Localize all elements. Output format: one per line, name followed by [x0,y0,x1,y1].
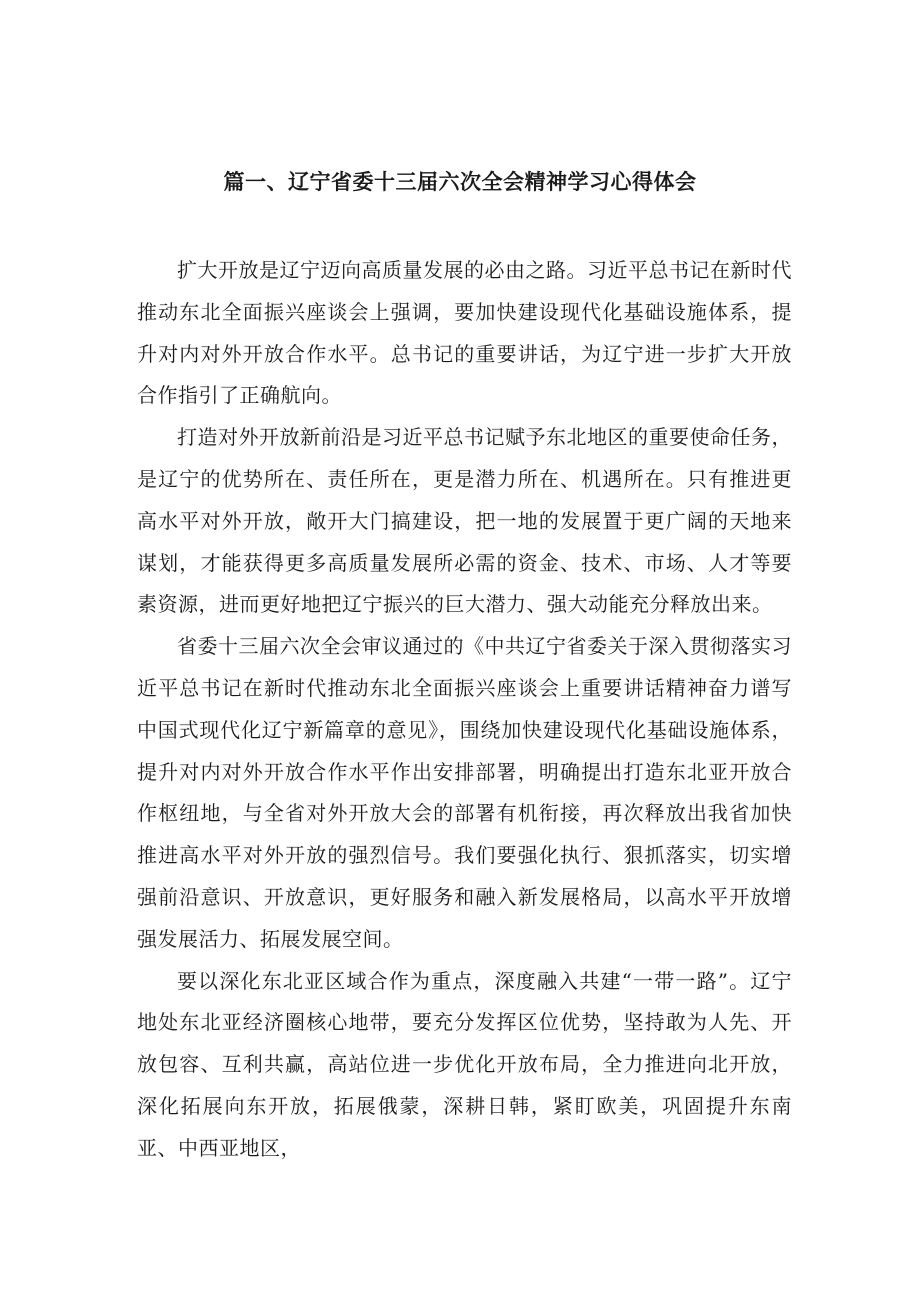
document-title: 篇一、辽宁省委十三届六次全会精神学习心得体会 [223,170,697,195]
paragraph-1: 扩大开放是辽宁迈向高质量发展的必由之路。习近平总书记在新时代推动东北全面振兴座谈会上强调，要加快建设现代化基础设施体系，提升对内对外开放合作水平。总书记的重要讲话，为辽宁进一步扩大开放合作指引了正确航向。 [137,258,792,408]
paragraph-2: 打造对外开放新前沿是习近平总书记赋予东北地区的重要使命任务，是辽宁的优势所在、责任所在，更是潜力所在、机遇所在。只有推进更高水平对外开放，敞开大门搞建设，把一地的发展置于更广阔的天地来谋划，才能获得更多高质量发展所必需的资金、技术、市场、人才等要素资源，进而更好地把辽宁振兴的巨大潜力、强大动能充分释放出来。 [137,425,792,617]
document-body [137,250,792,1170]
paragraph-3: 省委十三届六次全会审议通过的《中共辽宁省委关于深入贯彻落实习近平总书记在新时代推动东北全面振兴座谈会上重要讲话精神奋力谱写中国式现代化辽宁新篇章的意见》，围绕加快建设现代化基础设施体系，提升对内对外开放合作水平作出安排部署，明确提出打造东北亚开放合作枢纽地，与全省对外开放大会的部署有机衔接，再次释放出我省加快推进高水平对外开放的强烈信号。我们要强化执行、狠抓落实，切实增强前沿意识、开放意识，更好服务和融入新发展格局，以高水平开放增强发展活力、拓展发展空间。 [137,634,792,951]
paragraph-4: 要以深化东北亚区域合作为重点，深度融入共建“一带一路”。辽宁地处东北亚经济圈核心地带，要充分发挥区位优势，坚持敢为人先、开放包容、互利共赢，高站位进一步优化开放布局，全力推进向北开放，深化拓展向东开放，拓展俄蒙，深耕日韩，紧盯欧美，巩固提升东南亚、中西亚地区， [137,968,792,1160]
